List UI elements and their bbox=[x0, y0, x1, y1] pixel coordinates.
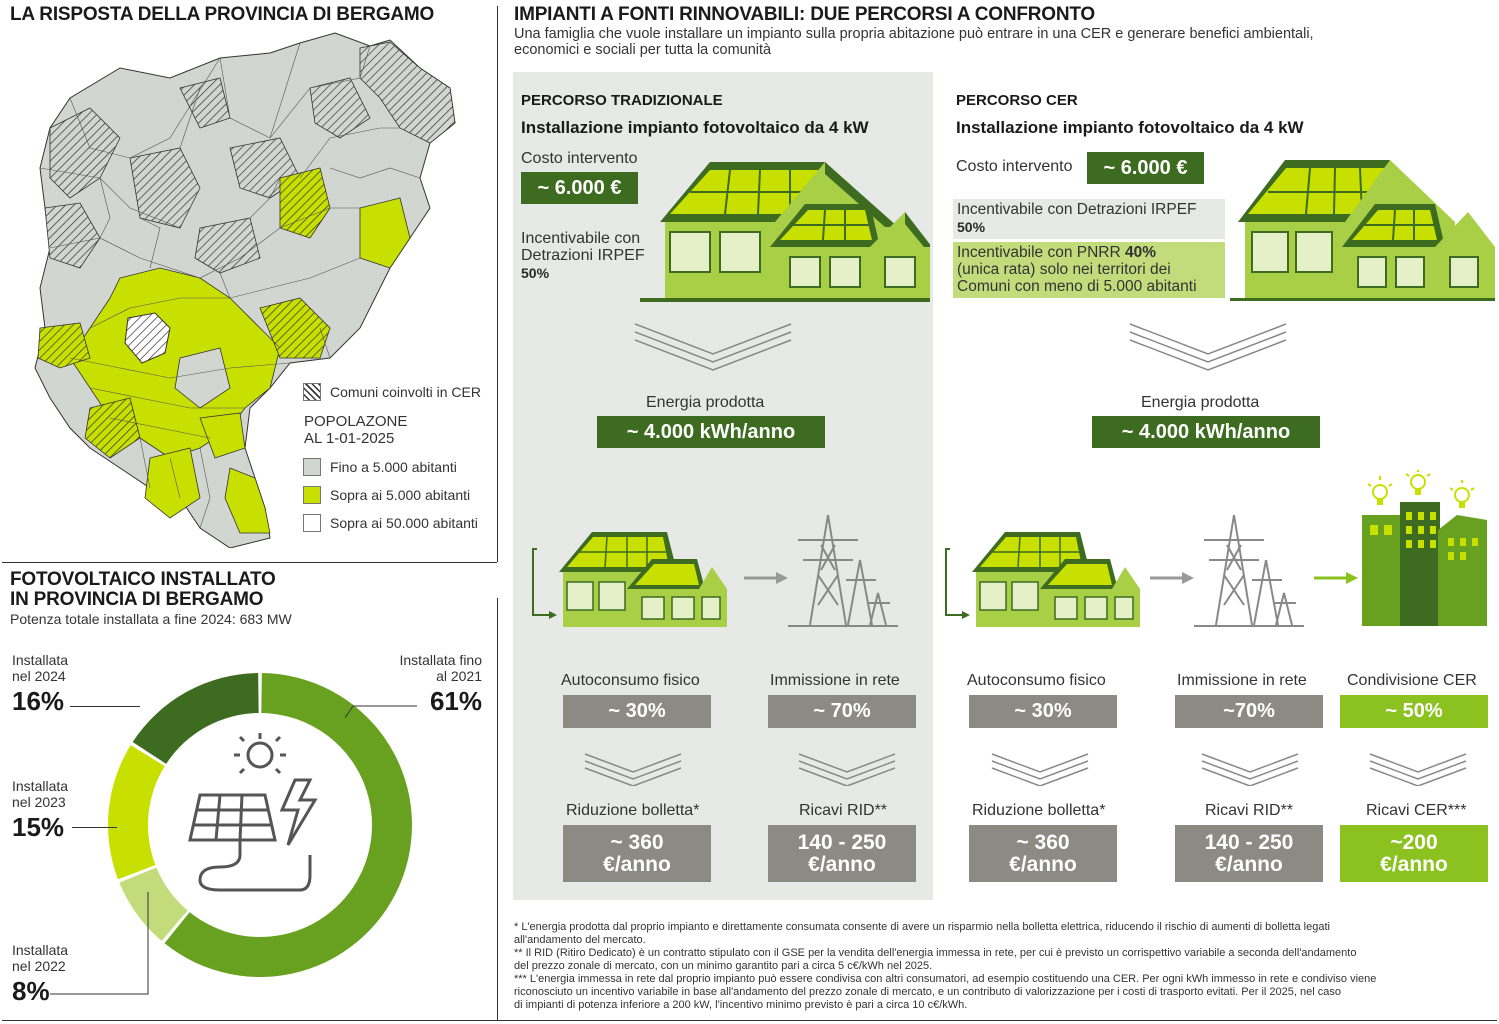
cer-rid-label: Riduzione bolletta* bbox=[972, 802, 1106, 819]
trad-cost-value: ~ 6.000 € bbox=[521, 172, 638, 204]
cer-pnrr-1a: Incentivabile con PNRR bbox=[957, 244, 1125, 261]
divider-horizontal bbox=[2, 562, 497, 563]
cer-cost-label: Costo intervento bbox=[956, 158, 1073, 175]
label-2021-value: 61% bbox=[429, 686, 482, 716]
trad-auto-value: ~ 30% bbox=[563, 695, 711, 728]
chevron-down-icon bbox=[583, 752, 683, 786]
trad-imm-label: Immissione in rete bbox=[770, 672, 900, 689]
footnote-2-line1: ** Il RID (Ritiro Dedicato) è un contratto stipulato con il GSE per la vendita dell'energia immessa in rete, per cui è previsto un corrispettivo variabile a seconda dell'andamento bbox=[514, 947, 1357, 959]
label-2022-value: 8% bbox=[12, 976, 50, 1006]
trad-heading: PERCORSO TRADIZIONALE bbox=[521, 92, 723, 109]
trad-rid-value-2: €/anno bbox=[603, 852, 671, 876]
donut-title-2: IN PROVINCIA DI BERGAMO bbox=[10, 589, 264, 610]
cer-imm-label: Immissione in rete bbox=[1177, 672, 1307, 689]
cer-energy-label: Energia prodotta bbox=[1141, 394, 1260, 411]
cer-irpef-2: 50% bbox=[957, 219, 986, 235]
donut-slice-3 bbox=[133, 673, 259, 764]
cer-pnrr-3: Comuni con meno di 5.000 abitanti bbox=[957, 278, 1197, 295]
trad-energy-value: ~ 4.000 kWh/anno bbox=[597, 416, 825, 448]
cer-ricavi-cer-value bbox=[1340, 825, 1488, 882]
main-subtitle-2: economici e sociali per tutta la comunità bbox=[514, 42, 772, 58]
label-2023-value: 15% bbox=[12, 812, 65, 842]
trad-ricavi-value bbox=[768, 825, 916, 882]
cer-energy-value: ~ 4.000 kWh/anno bbox=[1092, 416, 1320, 448]
label-2023-line2: nel 2023 bbox=[12, 794, 66, 810]
label-2024-value: 16% bbox=[12, 686, 65, 716]
cer-cond-label: Condivisione CER bbox=[1347, 672, 1477, 689]
cer-rid-value bbox=[969, 825, 1117, 882]
cer-ricavi-cer-label: Ricavi CER*** bbox=[1366, 802, 1467, 819]
cer-ricavi-value bbox=[1175, 825, 1323, 882]
cer-heading: PERCORSO CER bbox=[956, 92, 1078, 109]
label-2021-line2: al 2021 bbox=[436, 668, 482, 684]
leader-2022 bbox=[48, 890, 158, 1000]
legend-pop-title-1: POPOLAZONE bbox=[304, 413, 408, 430]
trad-ricavi-label: Ricavi RID** bbox=[799, 802, 888, 819]
cer-ricavi-cer-value-1: ~200 bbox=[1390, 830, 1438, 854]
footnote-1-line1: * L'energia prodotta dal proprio impianto e direttamente consumata consente di avere un risparmio nella bolletta elettrica, riducendo il rischio di aumenti di bolletta legati bbox=[514, 921, 1330, 933]
trad-incent-1: Incentivabile con bbox=[521, 230, 641, 247]
chevron-down-icon bbox=[1128, 322, 1288, 372]
cer-ricavi-label: Ricavi RID** bbox=[1205, 802, 1294, 819]
footnote-1-line2: all'andamento del mercato. bbox=[514, 934, 646, 946]
donut-subtitle: Potenza totale installata a fine 2024: 683 MW bbox=[10, 611, 292, 627]
chevron-down-icon bbox=[1368, 752, 1468, 786]
divider-vertical-top bbox=[497, 6, 498, 562]
chevron-down-icon bbox=[990, 752, 1090, 786]
label-2022-line2: nel 2022 bbox=[12, 958, 66, 974]
label-2021-line1: Installata fino bbox=[399, 652, 482, 668]
footnote-3-line1: *** L'energia immessa in rete dal proprio impianto può essere condivisa con altri consumatori, ad esempio costituendo una CER. Per ogni kWh immesso in rete e condiviso viene bbox=[514, 973, 1377, 985]
chevron-down-icon bbox=[633, 322, 793, 372]
footnote-2-line2: del prezzo zonale di mercato, con un minimo garantito pari a circa 5 c€/kWh nel 2025. bbox=[514, 960, 933, 972]
legend-swatch-medium bbox=[303, 486, 321, 504]
leader-2023 bbox=[72, 827, 117, 828]
cer-cond-value: ~ 50% bbox=[1340, 695, 1488, 728]
cer-ricavi-cer-value-2: €/anno bbox=[1380, 852, 1448, 876]
donut-title-1: FOTOVOLTAICO INSTALLATO bbox=[10, 569, 276, 590]
label-2024-line1: Installata bbox=[12, 652, 69, 668]
house-icon bbox=[940, 527, 1140, 632]
cer-ricavi-value-2: €/anno bbox=[1215, 852, 1283, 876]
legend-cer-label: Comuni coinvolti in CER bbox=[330, 384, 481, 400]
trad-imm-value: ~ 70% bbox=[768, 695, 916, 728]
solar-panel-icon bbox=[190, 733, 315, 890]
legend-swatch-small bbox=[303, 458, 321, 476]
trad-install: Installazione impianto fotovoltaico da 4 kW bbox=[521, 118, 869, 137]
legend-item-large: Sopra ai 50.000 abitanti bbox=[330, 515, 478, 531]
house-icon bbox=[1230, 152, 1495, 302]
footnote-3-line3: di impianti di potenza inferiore a 200 kW, l'incentivo minimo previsto è pari a circa 10 c€/kWh. bbox=[514, 999, 968, 1011]
chevron-down-icon bbox=[1200, 752, 1300, 786]
house-icon bbox=[640, 152, 930, 302]
legend-item-medium: Sopra ai 5.000 abitanti bbox=[330, 487, 471, 503]
legend-pop-title-2: AL 1-01-2025 bbox=[304, 430, 395, 447]
trad-rid-value-1: ~ 360 bbox=[610, 830, 664, 854]
cer-imm-value: ~70% bbox=[1175, 695, 1323, 728]
legend-swatch-cer bbox=[303, 383, 321, 401]
divider-bottom bbox=[2, 1020, 1497, 1021]
power-pylon-icon bbox=[788, 505, 898, 627]
legend-item-small: Fino a 5.000 abitanti bbox=[330, 459, 457, 475]
main-title: IMPIANTI A FONTI RINNOVABILI: DUE PERCORSI A CONFRONTO bbox=[514, 4, 1096, 25]
trad-rid-label: Riduzione bolletta* bbox=[566, 802, 700, 819]
main-subtitle-1: Una famiglia che vuole installare un impianto sulla propria abitazione può entrare in una CER e generare benefici ambientali, bbox=[514, 26, 1314, 42]
trad-auto-label: Autoconsumo fisico bbox=[561, 672, 700, 689]
arrow-right-icon bbox=[1150, 570, 1194, 586]
legend-swatch-large bbox=[303, 514, 321, 532]
cer-cost-value: ~ 6.000 € bbox=[1087, 152, 1204, 184]
trad-ricavi-value-1: 140 - 250 bbox=[797, 830, 887, 854]
house-icon bbox=[527, 527, 727, 632]
leader-2024 bbox=[70, 706, 140, 707]
label-2022-line1: Installata bbox=[12, 942, 69, 958]
leader-2021 bbox=[345, 700, 425, 720]
cer-pnrr-1b: 40% bbox=[1125, 244, 1157, 261]
cer-ricavi-value-1: 140 - 250 bbox=[1204, 830, 1294, 854]
cer-install: Installazione impianto fotovoltaico da 4 kW bbox=[956, 118, 1304, 137]
divider-vertical-bottom bbox=[497, 598, 498, 1020]
arrow-right-icon bbox=[1314, 570, 1358, 586]
trad-incent-2: Detrazioni IRPEF bbox=[521, 247, 645, 264]
cer-irpef-1: Incentivabile con Detrazioni IRPEF bbox=[957, 201, 1197, 218]
cer-pnrr-line1 bbox=[957, 244, 1156, 261]
trad-energy-label: Energia prodotta bbox=[646, 394, 765, 411]
trad-ricavi-value-2: €/anno bbox=[808, 852, 876, 876]
cer-pnrr-2: (unica rata) solo nei territori dei bbox=[957, 261, 1171, 278]
trad-incent-3: 50% bbox=[521, 265, 550, 281]
label-2023-line1: Installata bbox=[12, 778, 69, 794]
footnote-3-line2: riconosciuto un incentivo variabile in base all'andamento del prezzo zonale di mercato, e un contributo di valorizzazione per i costi di trasporto evitati. Per il 2025, nel caso bbox=[514, 986, 1341, 998]
donut-slice-2 bbox=[108, 745, 165, 879]
cer-auto-label: Autoconsumo fisico bbox=[967, 672, 1106, 689]
cer-rid-value-1: ~ 360 bbox=[1016, 830, 1070, 854]
map-title: LA RISPOSTA DELLA PROVINCIA DI BERGAMO bbox=[10, 4, 435, 25]
arrow-right-icon bbox=[744, 570, 788, 586]
cer-auto-value: ~ 30% bbox=[969, 695, 1117, 728]
cer-rid-value-2: €/anno bbox=[1009, 852, 1077, 876]
label-2024-line2: nel 2024 bbox=[12, 668, 66, 684]
trad-rid-value bbox=[563, 825, 711, 882]
trad-cost-label: Costo intervento bbox=[521, 150, 638, 167]
power-pylon-icon bbox=[1194, 505, 1304, 627]
city-buildings-icon bbox=[1362, 470, 1487, 626]
chevron-down-icon bbox=[797, 752, 897, 786]
